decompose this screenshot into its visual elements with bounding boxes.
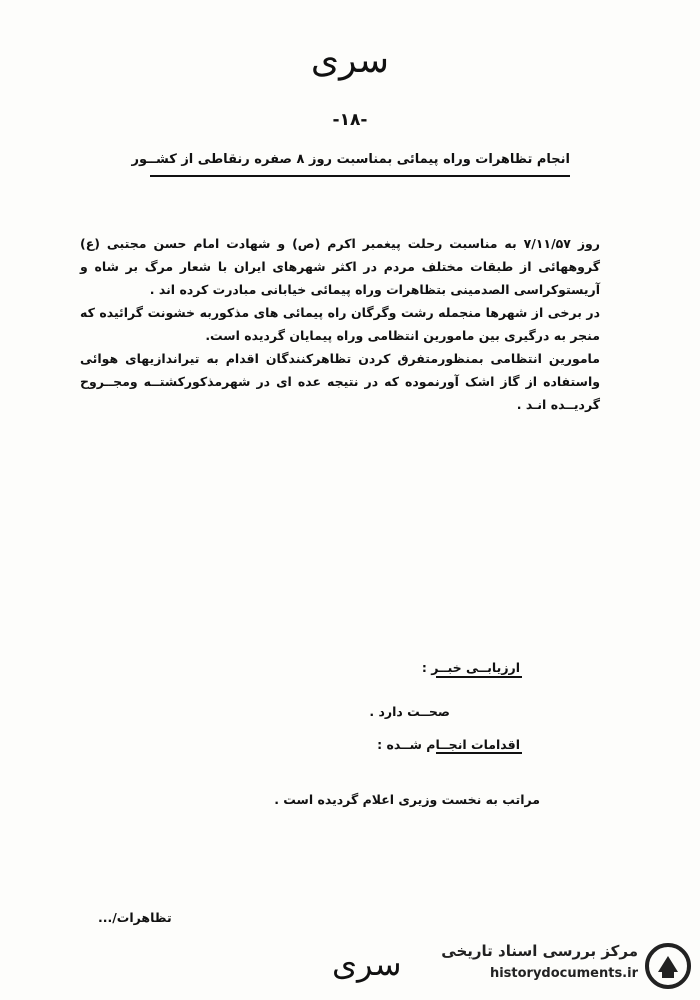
evaluation-label: ارزیابــی خبــر : (421, 660, 520, 675)
protest-reference: تظاهرات/... (98, 910, 172, 925)
watermark-url: historydocuments.ir (489, 966, 638, 981)
subject-underline (150, 175, 570, 177)
document-number: -۱۸- (332, 110, 368, 130)
classification-header: سری (310, 40, 390, 81)
body-paragraph: در برخی از شهرها منجمله رشت وگرگان راه پیمائی های مذکوربه خشونت گرائیده که منجر به درگیری بین مامورین انتظامی وراه پیمایان گردیده است. (80, 305, 600, 343)
document-subject: انجام تظاهرات وراه پیمائی بمناسبت روز ۸ صفره رنقاطی از کشــور (131, 152, 570, 167)
evaluation-value: صحــت دارد . (369, 704, 450, 719)
body-paragraph: مامورین انتظامی بمنظورمتفرق کردن تظاهرکنندگان اقدام به تیراندازیهای هوائی واستفاده از گاز اشک آورنموده که در نتیجه عده ای در شهرمذکورکشتــه ومجــروح گردیــده انـد . (80, 351, 600, 412)
body-paragraph: روز ۷/۱۱/۵۷ به مناسبت رحلت پیغمبر اکرم (ص) و شهادت امام حسن مجتبی (ع) گروههائی از طبقات مختلف مردم در اکثر شهرهای ایران با شعار مرگ بر شاه و آریستوکراسی الصدمینی بتظاهرات وراه پیمائی خیابانی مبادرت کرده اند . (80, 236, 601, 297)
archive-logo-icon (644, 942, 692, 990)
evaluation-underline (436, 676, 522, 678)
actions-label: اقدامات انجــام شــده : (377, 737, 520, 752)
actions-underline (436, 752, 522, 754)
watermark-title: مرکز بررسی اسناد تاریخی (441, 942, 638, 960)
report-note: مراتب به نخست وزیری اعلام گردیده است . (274, 792, 540, 807)
document-body (80, 232, 600, 416)
classification-footer: سری (332, 945, 402, 983)
archive-watermark (432, 940, 692, 992)
